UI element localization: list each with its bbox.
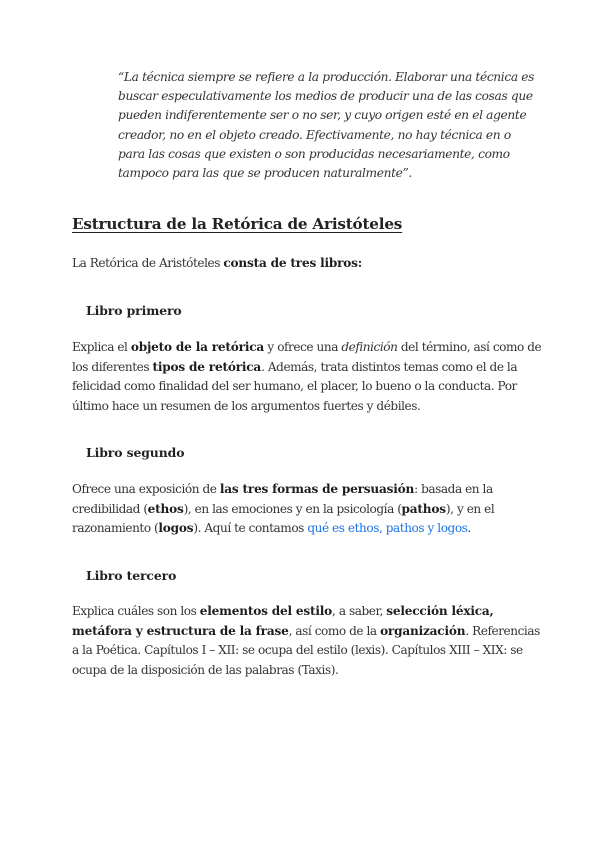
bold-text: tipos de retórica bbox=[152, 359, 262, 374]
text: del término, así como de los diferentes bbox=[72, 340, 542, 374]
text: Ofrece una exposición de bbox=[72, 482, 220, 496]
text: . Además, trata distintos temas como el de la felicidad como finalidad del ser humano, el placer, lo bueno o la conducta. Por último hace un resumen de los argumentos fuertes y débiles. bbox=[72, 359, 518, 413]
bold-text: ethos bbox=[147, 501, 184, 516]
bold-text: logos bbox=[158, 521, 194, 536]
bold-text: elementos del estilo bbox=[199, 604, 333, 618]
intro-bold: consta de tres libros bbox=[223, 256, 358, 270]
libro-primero-paragraph bbox=[72, 338, 542, 416]
text: . Referencias a la Poética. Capítulos I – XII: se ocupa del estilo (lexis). Capítulos XIII – XIX: se ocupa de la disposición de las palabras (Taxis). bbox=[72, 623, 540, 677]
text: ). Aquí te contamos bbox=[193, 521, 308, 536]
text: Explica el bbox=[72, 340, 131, 354]
text: , así como de la bbox=[288, 623, 381, 638]
intro-paragraph bbox=[72, 254, 542, 274]
quote-block: “La técnica siempre se refiere a la producción. Elaborar una técnica es buscar especulativamente los medios de producir una de las cosas que pueden indiferentemente ser o no ser, y cuyo origen esté en el agente creador, no en el objeto creado. Efectivamente, no hay técnica en o para las cosas que existen o son producidas necesariamente, como tampoco para las que se producen naturalmente”. bbox=[118, 70, 535, 181]
text: Explica cuáles son los bbox=[72, 604, 200, 618]
text: . bbox=[467, 521, 471, 536]
ethos-pathos-logos-link[interactable]: qué es ethos, pathos y logos bbox=[307, 521, 468, 536]
text: y ofrece una bbox=[264, 340, 342, 354]
libro-segundo-paragraph bbox=[72, 480, 542, 539]
bold-text: pathos bbox=[401, 501, 446, 516]
libro-primero-heading: Libro primero bbox=[86, 303, 182, 318]
bold-text: objeto de la retórica bbox=[130, 340, 265, 354]
libro-tercero-heading: Libro tercero bbox=[86, 568, 177, 583]
text: : basada en la credibilidad ( bbox=[72, 482, 493, 516]
intro-text: La Retórica de Aristóteles bbox=[72, 256, 224, 270]
bold-text: las tres formas de persuasión bbox=[219, 482, 415, 496]
text: , a saber, bbox=[332, 604, 387, 618]
intro-end: : bbox=[357, 256, 363, 270]
libro-tercero-paragraph bbox=[72, 602, 542, 680]
libro-segundo-heading: Libro segundo bbox=[86, 445, 185, 460]
section-heading: Estructura de la Retórica de Aristóteles bbox=[72, 215, 403, 233]
bold-text: organización bbox=[380, 623, 466, 638]
text: ), y en el razonamiento ( bbox=[72, 501, 495, 536]
italic-text: definición bbox=[341, 340, 398, 354]
bold-text: selección léxica, metáfora y estructura de la frase bbox=[72, 604, 494, 638]
text: ), en las emociones y en la psicología ( bbox=[183, 501, 402, 516]
